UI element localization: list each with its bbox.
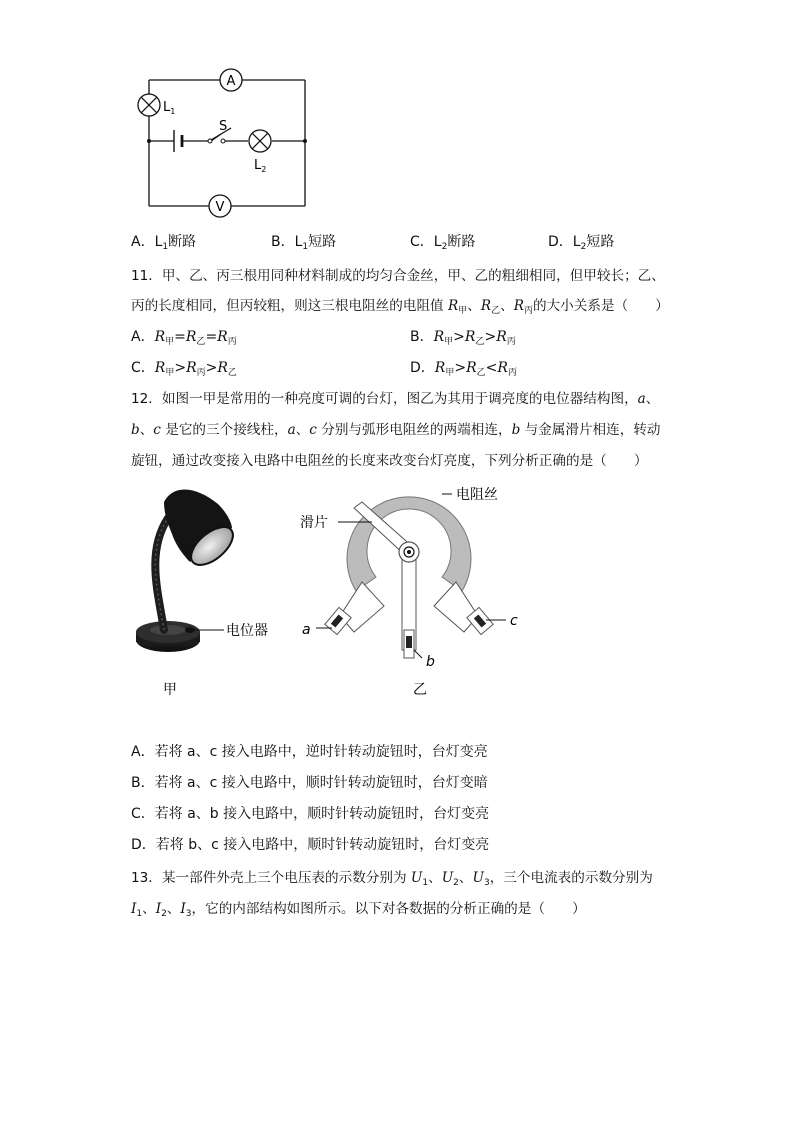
q11-option-c[interactable]: C．$R_甲>R_丙>R_乙$	[131, 360, 237, 378]
voltmeter-label: V	[215, 200, 225, 215]
switch-label: S	[219, 119, 228, 134]
q10-option-c[interactable]: C．$L_2$断路	[410, 234, 476, 252]
q10-option-d[interactable]: D．$L_2$短路	[548, 234, 615, 252]
switch-contact-right	[221, 139, 225, 143]
junction-right	[303, 139, 307, 143]
potentiometer-knob-icon	[185, 627, 195, 633]
potentiometer-label: 电位器	[226, 623, 268, 639]
q12-option-b[interactable]: B．若将 a、c 接入电路中，顺时针转动旋钮时，台灯变暗	[131, 775, 488, 791]
q12-stem-line3: 旋钮，通过改变接入电路中电阻丝的长度来改变台灯亮度，下列分析正确的是（ ）	[131, 453, 648, 469]
q13-stem-line2: $I_1$、$I_2$、$I_3$，它的内部结构如图所示。以下对各数据的分析正确的是（ ）	[131, 901, 586, 919]
desk-lamp-figure	[128, 482, 288, 702]
lamp-l1-label: $L_1$	[163, 100, 176, 116]
q11-stem-line1: 11．甲、乙、丙三根用同种材料制成的均匀合金丝，甲、乙的粗细相同，但甲较长；乙、	[131, 268, 665, 284]
lamp-l2-label: $L_2$	[254, 158, 267, 174]
lamp-caption: 甲	[163, 682, 177, 698]
terminal-c-label: c	[510, 613, 518, 629]
q11-option-d[interactable]: D．$R_甲>R_乙<R_丙$	[410, 360, 517, 378]
lamp-l1-icon	[138, 94, 160, 116]
circuit-diagram	[130, 64, 320, 224]
terminal-a-label: a	[302, 622, 311, 638]
potentiometer-figure	[292, 482, 532, 702]
resistance-wire-label: 电阻丝	[456, 487, 498, 503]
terminal-a	[316, 582, 384, 635]
lamp-l2-icon	[249, 130, 271, 152]
q12-option-d[interactable]: D．若将 b、c 接入电路中，顺时针转动旋钮时，台灯变亮	[131, 837, 490, 853]
ammeter-label: A	[226, 74, 236, 89]
terminal-b	[402, 558, 422, 658]
q12-stem-line2: b、c 是它的三个接线柱，a、c 分别与弧形电阻丝的两端相连，b 与金属滑片相连，转动	[131, 422, 661, 438]
q13-stem-line1: 13．某一部件外壳上三个电压表的示数分别为 $U_1$、$U_2$、$U_3$，三个电流表的示数分别为	[131, 870, 653, 888]
q11-option-b[interactable]: B．$R_甲>R_乙>R_丙$	[410, 329, 516, 347]
q12-option-a[interactable]: A．若将 a、c 接入电路中，逆时针转动旋钮时，台灯变亮	[131, 744, 488, 760]
q12-stem-line1: 12．如图一甲是常用的一种亮度可调的台灯，图乙为其用于调亮度的电位器结构图，a、	[131, 391, 660, 407]
q11-stem-line2: 丙的长度相同，但丙较粗，则这三根电阻丝的电阻值 $R_甲$、$R_乙$、$R_丙$的大小关系是（ ）	[131, 298, 669, 316]
slider-label: 滑片	[300, 515, 328, 531]
q10-option-a[interactable]: A．$L_1$断路	[131, 234, 197, 252]
junction-left	[147, 139, 151, 143]
q11-option-a[interactable]: A．$R_甲=R_乙=R_丙$	[131, 329, 237, 347]
terminal-c	[434, 582, 506, 635]
q12-option-c[interactable]: C．若将 a、b 接入电路中，顺时针转动旋钮时，台灯变亮	[131, 806, 490, 822]
terminal-b-label: b	[426, 654, 435, 670]
q10-option-b[interactable]: B．$L_1$短路	[271, 234, 337, 252]
potentiometer-caption: 乙	[413, 682, 427, 698]
